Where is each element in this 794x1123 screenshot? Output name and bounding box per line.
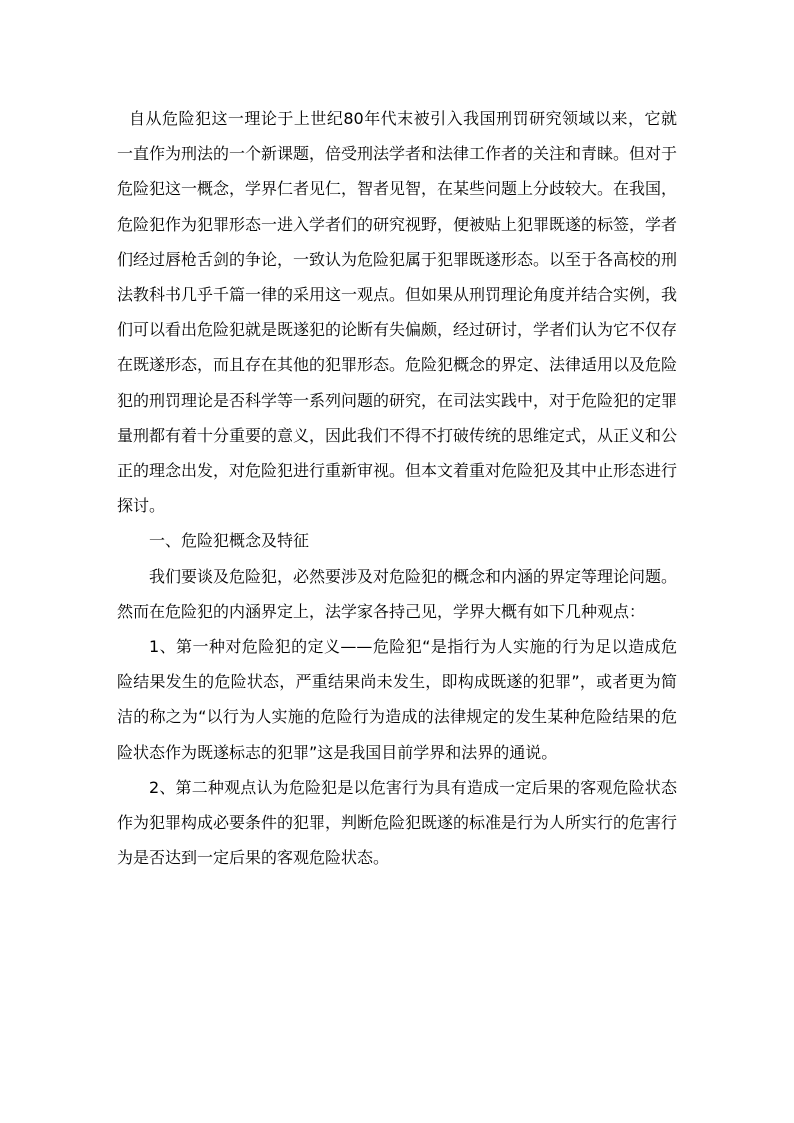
paragraph: 我们要谈及危险犯，必然要涉及对危险犯的概念和内涵的界定等理论问题。然而在危险犯的内涵界定上，法学家各持己见，学界大概有如下几种观点： <box>117 566 678 621</box>
section-heading: 一、危险犯概念及特征 <box>149 531 310 551</box>
paragraph: 2、第二种观点认为危险犯是以危害行为具有造成一定后果的客观危险状态作为犯罪构成必要条件的犯罪，判断危险犯既遂的标准是行为人所实行的危害行为是否达到一定后果的客观危险状态。 <box>117 777 678 868</box>
document-body <box>117 101 677 875</box>
intro-paragraph: 自从危险犯这一理论于上世纪80年代末被引入我国刑罚研究领域以来，它就一直作为刑法的一个新课题，倍受刑法学者和法律工作者的关注和青睐。但对于危险犯这一概念，学界仁者见仁，智者见智，在某些问题上分歧较大。在我国，危险犯作为犯罪形态一进入学者们的研究视野，便被贴上犯罪既遂的标签，学者们经过唇枪舌剑的争论，一致认为危险犯属于犯罪既遂形态。以至于各高校的刑法教科书几乎千篇一律的采用这一观点。但如果从刑罚理论角度并结合实例，我们可以看出危险犯就是既遂犯的论断有失偏颇，经过研讨，学者们认为它不仅存在既遂形态，而且存在其他的犯罪形态。危险犯概念的界定、法律适用以及危险犯的刑罚理论是否科学等一系列问题的研究，在司法实践中，对于危险犯的定罪量刑都有着十分重要的意义，因此我们不得不打破传统的思维定式，从正义和公正的理念出发，对危险犯进行重新审视。但本文着重对危险犯及其中止形态进行探讨。 <box>117 109 678 516</box>
paragraph: 1、第一种对危险犯的定义——危险犯“是指行为人实施的行为足以造成危险结果发生的危险状态，严重结果尚未发生，即构成既遂的犯罪”，或者更为简洁的称之为“以行为人实施的危险行为造成的法律规定的发生某种危险结果的危险状态作为既遂标志的犯罪”这是我国目前学界和法界的通说。 <box>117 637 677 762</box>
